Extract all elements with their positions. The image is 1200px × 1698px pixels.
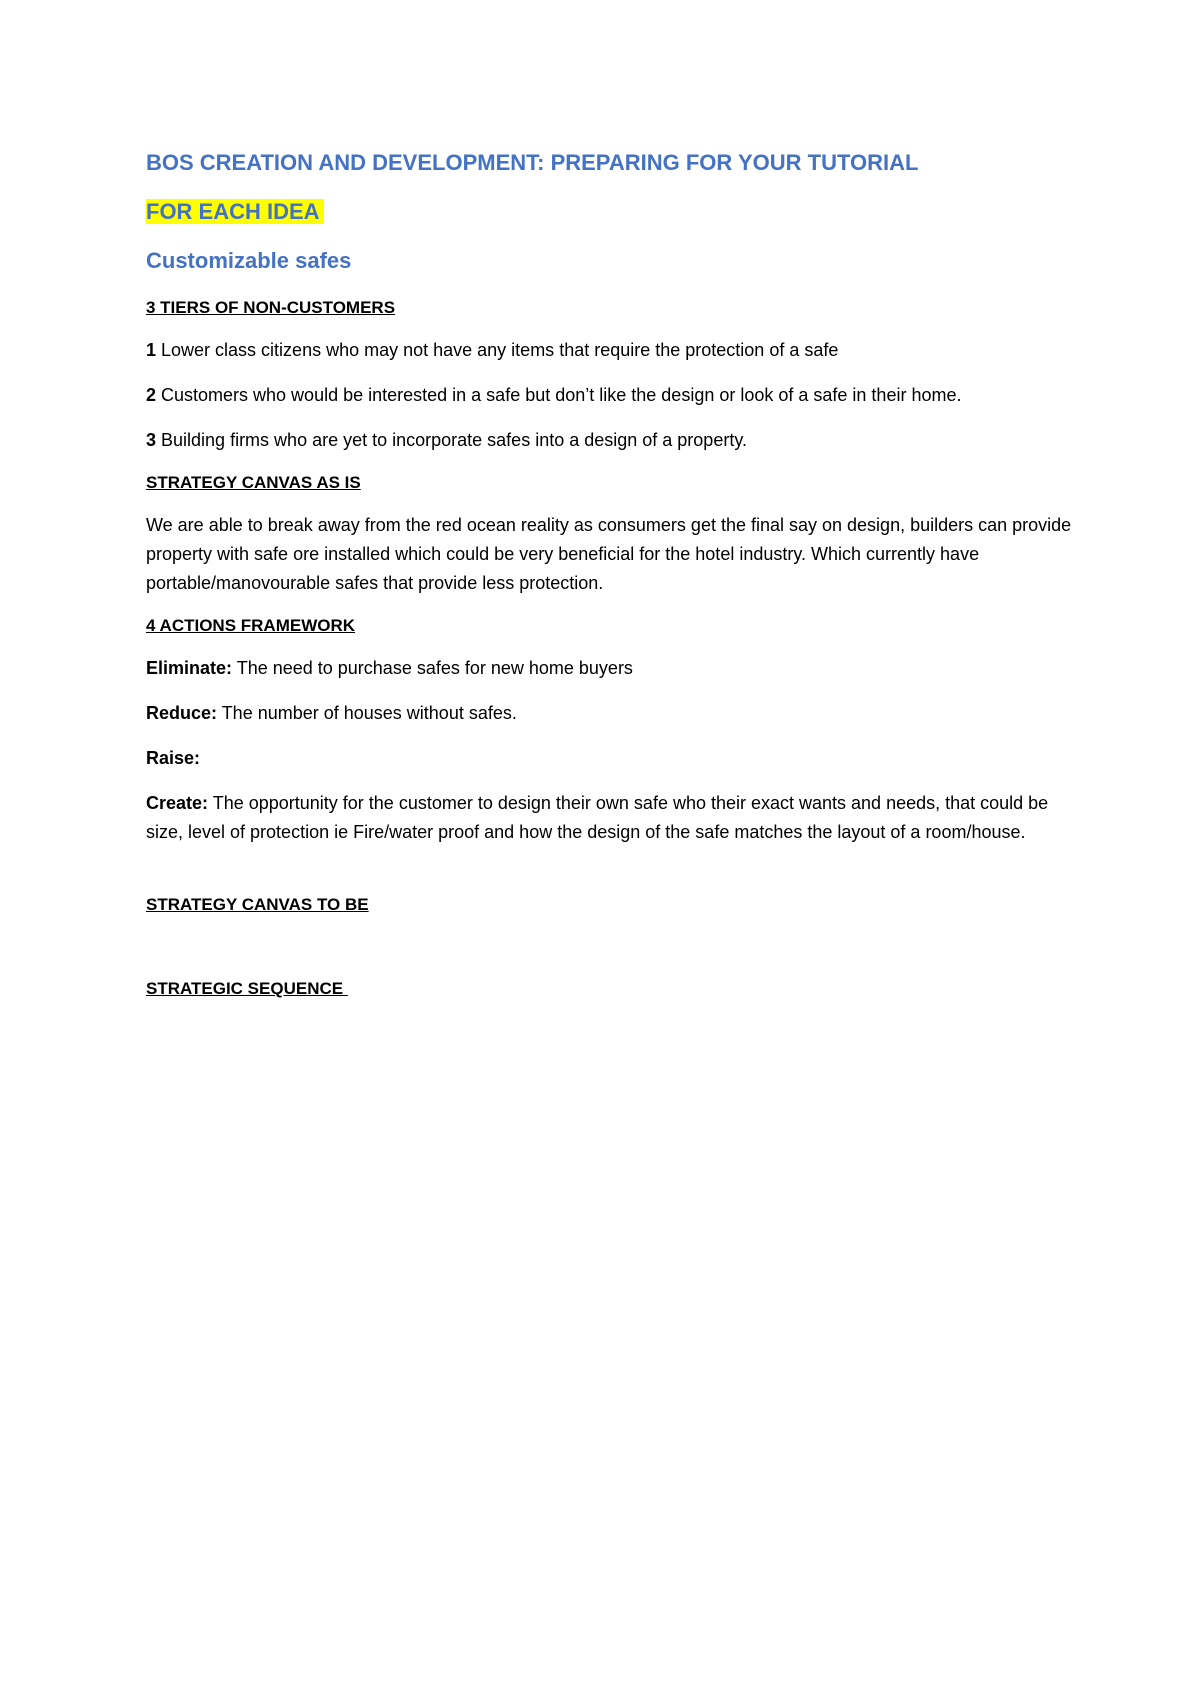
- tier-number: 3: [146, 430, 157, 450]
- action-label: Create:: [146, 793, 209, 813]
- tier-text: Lower class citizens who may not have any items that require the protection of a safe: [156, 340, 839, 360]
- tier-text: Customers who would be interested in a safe but don’t like the design or look of a safe in their home.: [156, 385, 962, 405]
- tier-item-2: [146, 381, 1076, 410]
- action-raise: [146, 744, 1076, 773]
- action-eliminate: [146, 654, 1076, 683]
- document-title: BOS CREATION AND DEVELOPMENT: PREPARING FOR YOUR TUTORIAL: [146, 150, 919, 175]
- strategy-to-be-heading: STRATEGY CANVAS TO BE: [146, 895, 369, 914]
- strategic-sequence-heading: STRATEGIC SEQUENCE: [146, 979, 348, 998]
- tier-text: Building firms who are yet to incorporate safes into a design of a property.: [156, 430, 747, 450]
- action-label: Eliminate:: [146, 658, 233, 678]
- tiers-heading: 3 TIERS OF NON-CUSTOMERS: [146, 298, 396, 317]
- action-text: The number of houses without safes.: [217, 703, 517, 723]
- tier-number: 1: [146, 340, 157, 360]
- tier-item-1: [146, 336, 1076, 365]
- spacer: [146, 863, 1076, 893]
- action-text: The opportunity for the customer to design their own safe who their exact wants and needs, that could be size, level of protection ie Fire/water proof and how the design of the safe matches the layout of a room/house.: [146, 793, 1049, 842]
- document-body: [146, 148, 1076, 1017]
- action-reduce: [146, 699, 1076, 728]
- tier-number: 2: [146, 385, 157, 405]
- spacer: [146, 933, 1076, 977]
- strategy-as-is-heading: STRATEGY CANVAS AS IS: [146, 473, 361, 492]
- document-subtitle: [146, 196, 1076, 228]
- action-create: [146, 789, 1076, 847]
- actions-heading: 4 ACTIONS FRAMEWORK: [146, 616, 356, 635]
- action-label: Reduce:: [146, 703, 218, 723]
- action-text: The need to purchase safes for new home buyers: [232, 658, 633, 678]
- idea-heading: Customizable safes: [146, 248, 352, 273]
- highlighted-subtitle: FOR EACH IDEA: [146, 199, 324, 224]
- tier-item-3: [146, 426, 1076, 455]
- strategy-as-is-text: We are able to break away from the red ocean reality as consumers get the final say on design, builders can provide property with safe ore installed which could be very beneficial for the hotel industry. Which currently have portable/manovourable safes that provide less protection.: [146, 515, 1072, 593]
- action-label: Raise:: [146, 748, 201, 768]
